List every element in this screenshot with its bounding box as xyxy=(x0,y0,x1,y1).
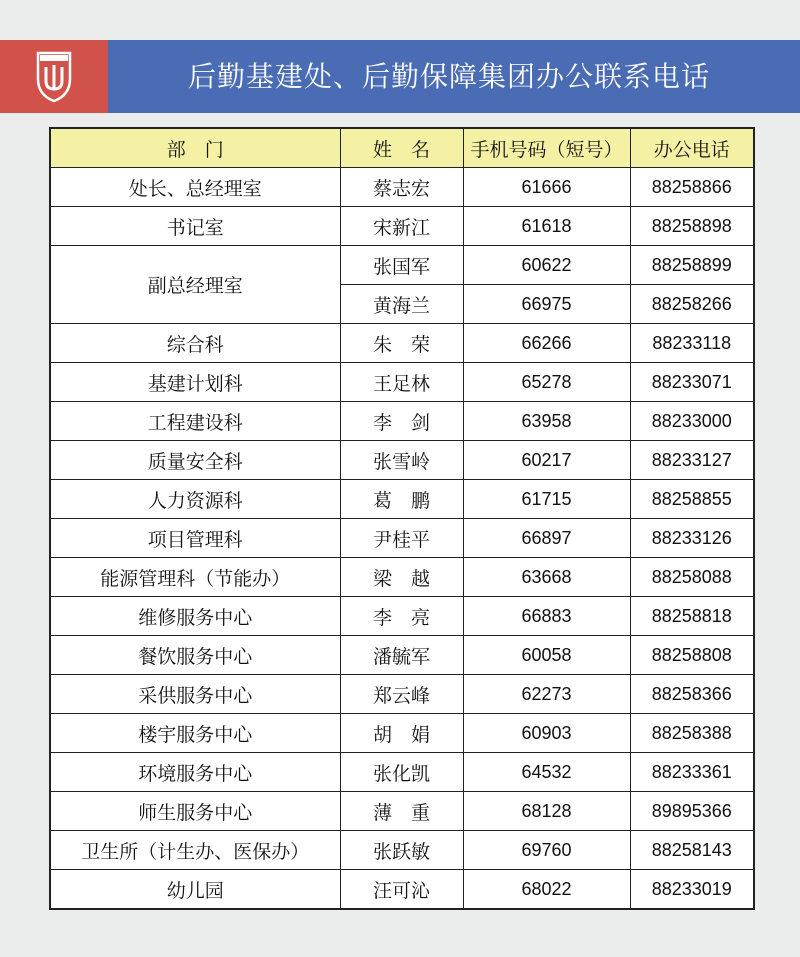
dept-cell: 楼宇服务中心 xyxy=(50,714,340,753)
table-row xyxy=(50,441,754,480)
name-cell: 李 剑 xyxy=(340,402,463,441)
dept-cell: 能源管理科（节能办） xyxy=(50,558,340,597)
table-row xyxy=(50,324,754,363)
mobile-cell: 64532 xyxy=(463,753,630,792)
office-phone-cell: 88258855 xyxy=(630,480,754,519)
office-phone-cell: 88258366 xyxy=(630,675,754,714)
office-phone-cell: 88233019 xyxy=(630,870,754,910)
table-header-row xyxy=(50,128,754,168)
column-header-mobile: 手机号码（短号） xyxy=(463,128,630,168)
column-header-dept: 部 门 xyxy=(50,128,340,168)
mobile-cell: 66266 xyxy=(463,324,630,363)
name-cell: 宋新江 xyxy=(340,207,463,246)
dept-cell: 处长、总经理室 xyxy=(50,168,340,207)
dept-cell: 项目管理科 xyxy=(50,519,340,558)
table-row xyxy=(50,870,754,910)
mobile-cell: 63668 xyxy=(463,558,630,597)
name-cell: 张国军 xyxy=(340,246,463,285)
table-row xyxy=(50,246,754,285)
table-row xyxy=(50,363,754,402)
office-phone-cell: 88258088 xyxy=(630,558,754,597)
table-row xyxy=(50,753,754,792)
office-phone-cell: 88258818 xyxy=(630,597,754,636)
office-phone-cell: 88233118 xyxy=(630,324,754,363)
mobile-cell: 65278 xyxy=(463,363,630,402)
mobile-cell: 66975 xyxy=(463,285,630,324)
name-cell: 朱 荣 xyxy=(340,324,463,363)
name-cell: 蔡志宏 xyxy=(340,168,463,207)
office-phone-cell: 88233071 xyxy=(630,363,754,402)
office-phone-cell: 88258388 xyxy=(630,714,754,753)
dept-cell: 环境服务中心 xyxy=(50,753,340,792)
dept-cell: 采供服务中心 xyxy=(50,675,340,714)
name-cell: 张跃敏 xyxy=(340,831,463,870)
mobile-cell: 61666 xyxy=(463,168,630,207)
office-phone-cell: 88233127 xyxy=(630,441,754,480)
mobile-cell: 60622 xyxy=(463,246,630,285)
mobile-cell: 60058 xyxy=(463,636,630,675)
name-cell: 梁 越 xyxy=(340,558,463,597)
table-row xyxy=(50,207,754,246)
name-cell: 黄海兰 xyxy=(340,285,463,324)
title-panel xyxy=(108,40,800,113)
office-phone-cell: 89895366 xyxy=(630,792,754,831)
office-phone-cell: 88233361 xyxy=(630,753,754,792)
mobile-cell: 61618 xyxy=(463,207,630,246)
table-row xyxy=(50,597,754,636)
name-cell: 张化凯 xyxy=(340,753,463,792)
name-cell: 王足林 xyxy=(340,363,463,402)
dept-cell: 维修服务中心 xyxy=(50,597,340,636)
table-row xyxy=(50,519,754,558)
dept-cell: 副总经理室 xyxy=(50,246,340,324)
name-cell: 郑云峰 xyxy=(340,675,463,714)
table-row xyxy=(50,714,754,753)
mobile-cell: 60903 xyxy=(463,714,630,753)
office-phone-cell: 88258266 xyxy=(630,285,754,324)
table-row xyxy=(50,168,754,207)
mobile-cell: 66897 xyxy=(463,519,630,558)
office-phone-cell: 88233126 xyxy=(630,519,754,558)
dept-cell: 基建计划科 xyxy=(50,363,340,402)
office-phone-cell: 88258898 xyxy=(630,207,754,246)
mobile-cell: 68128 xyxy=(463,792,630,831)
office-phone-cell: 88258808 xyxy=(630,636,754,675)
table-row xyxy=(50,636,754,675)
column-header-name: 姓 名 xyxy=(340,128,463,168)
dept-cell: 质量安全科 xyxy=(50,441,340,480)
dept-cell: 师生服务中心 xyxy=(50,792,340,831)
mobile-cell: 61715 xyxy=(463,480,630,519)
dept-cell: 幼儿园 xyxy=(50,870,340,910)
name-cell: 葛 鹏 xyxy=(340,480,463,519)
column-header-office: 办公电话 xyxy=(630,128,754,168)
dept-cell: 餐饮服务中心 xyxy=(50,636,340,675)
office-phone-cell: 88258866 xyxy=(630,168,754,207)
office-phone-cell: 88233000 xyxy=(630,402,754,441)
name-cell: 薄 重 xyxy=(340,792,463,831)
dept-cell: 卫生所（计生办、医保办） xyxy=(50,831,340,870)
mobile-cell: 60217 xyxy=(463,441,630,480)
table-row xyxy=(50,831,754,870)
name-cell: 张雪岭 xyxy=(340,441,463,480)
dept-cell: 书记室 xyxy=(50,207,340,246)
name-cell: 胡 娟 xyxy=(340,714,463,753)
dept-cell: 综合科 xyxy=(50,324,340,363)
dept-cell: 人力资源科 xyxy=(50,480,340,519)
mobile-cell: 62273 xyxy=(463,675,630,714)
table-row xyxy=(50,558,754,597)
office-phone-cell: 88258143 xyxy=(630,831,754,870)
table-row xyxy=(50,792,754,831)
table-row xyxy=(50,402,754,441)
mobile-cell: 68022 xyxy=(463,870,630,910)
header-banner xyxy=(0,40,800,113)
university-emblem-icon xyxy=(34,49,74,103)
name-cell: 汪可沁 xyxy=(340,870,463,910)
page-title: 后勤基建处、后勤保障集团办公联系电话 xyxy=(188,60,711,93)
office-phone-cell: 88258899 xyxy=(630,246,754,285)
table-row xyxy=(50,675,754,714)
name-cell: 李 亮 xyxy=(340,597,463,636)
mobile-cell: 66883 xyxy=(463,597,630,636)
contact-table xyxy=(49,127,755,910)
name-cell: 潘毓军 xyxy=(340,636,463,675)
logo-panel xyxy=(0,40,108,113)
table-row xyxy=(50,480,754,519)
dept-cell: 工程建设科 xyxy=(50,402,340,441)
name-cell: 尹桂平 xyxy=(340,519,463,558)
mobile-cell: 69760 xyxy=(463,831,630,870)
mobile-cell: 63958 xyxy=(463,402,630,441)
